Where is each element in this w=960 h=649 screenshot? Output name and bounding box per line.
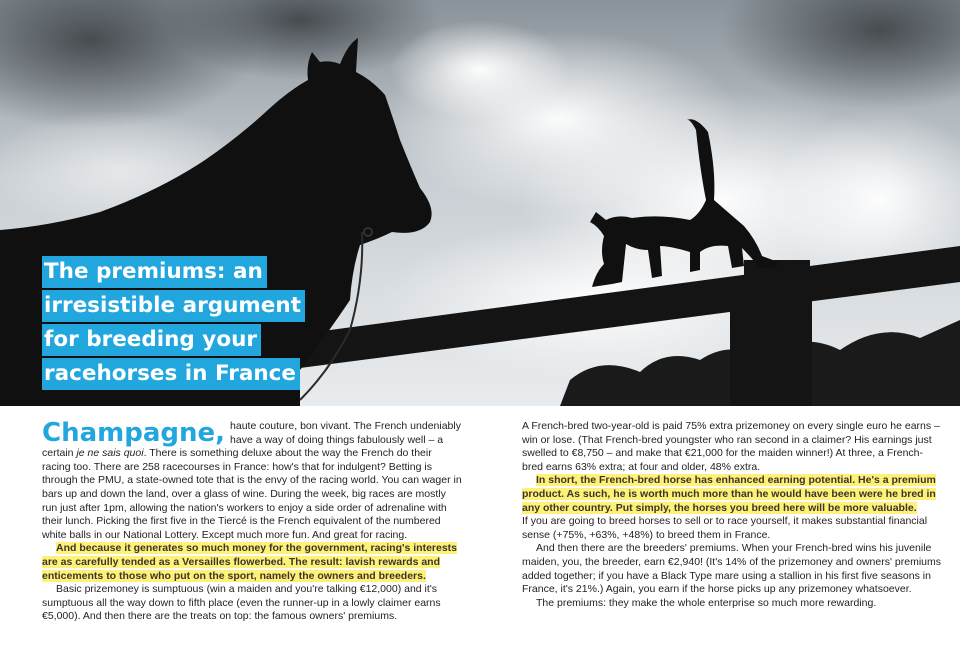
intro-paragraph [42, 420, 462, 542]
intro-text-italic: je ne sais quoi [76, 447, 144, 460]
headline-line: The premiums: an [42, 256, 267, 288]
paragraph-closing: The premiums: they make the whole enterprise so much more rewarding. [536, 596, 877, 609]
lead-word: Champagne, [42, 418, 226, 448]
right-column [522, 420, 942, 610]
highlight-text-right: In short, the French-bred horse has enhanced earning potential. He's a premium product. As such, he is worth much more than he would have been were he bred in any other country. Put simply, the horses you breed here will be more valuable. [522, 474, 936, 514]
highlighted-paragraph-left [42, 542, 462, 583]
paragraph-financial-sense: If you are going to breed horses to sell or to race yourself, it makes substantial financial sense (+75%, +63%, +48%) to breed them in France. [522, 515, 928, 541]
left-column [42, 420, 462, 624]
headline-line: for breeding your [42, 324, 261, 356]
intro-text-a: haute couture, bon vivant. The French undeniably have a way of doing things fabulously well – a certain [42, 420, 461, 460]
paragraph-prizemoney: Basic prizemoney is sumptuous (win a maiden and you're talking €12,000) and it's sumptuous all the way down to fifth place (even the runner-up in a lowly claimer earns €5,000). And then there are the treats on top: the famous owners' premiums. [42, 583, 441, 623]
intro-text-b: . There is something deluxe about the way the French do their racing too. There are 258 racecourses in France: how's that for indulgent? Betting is through the PMU, a state-owned tote that is the envy of the racing world. You can wager in bars up and down the land, over a glass of wine. During the week, big races are mostly run just after 1pm, allowing the nation's workers to enjoy a side order of adrenaline with their lunch. Picking the first five in the Tiercé is the French equivalent of the numbered white balls in our National Lottery. Except much more fun. And great for racing. [42, 447, 462, 541]
paragraph-breeders-premiums: And then there are the breeders' premiums. When your French-bred wins his juvenile maiden, you, the breeder, earn €2,940! (It's 14% of the prizemoney and owners' premiums added together; if you have a Black Type mare using a stallion in his first five seasons in France, it's 21%.) Again, you earn if the horse picks up any prizemoney whatsoever. [522, 542, 941, 596]
paragraph-two-year-old: A French-bred two-year-old is paid 75% extra prizemoney on every single euro he earns – win or lose. (That French-bred youngster who ran second in a claimer? His earnings just swelled to €8,750 – and make that €21,000 for the maiden winner!) At three, a French-bred earns 63% extra; at four and older, 48% extra. [522, 420, 940, 473]
headline [42, 256, 342, 392]
headline-line: racehorses in France [42, 358, 300, 390]
headline-line: irresistible argument [42, 290, 305, 322]
highlight-text-left: And because it generates so much money for the government, racing's interests are as carefully tended as a Versailles flowerbed. The result: lavish rewards and enticements to those who put on the sport, namely the owners and breeders. [42, 542, 458, 582]
highlighted-paragraph-right [522, 474, 942, 515]
